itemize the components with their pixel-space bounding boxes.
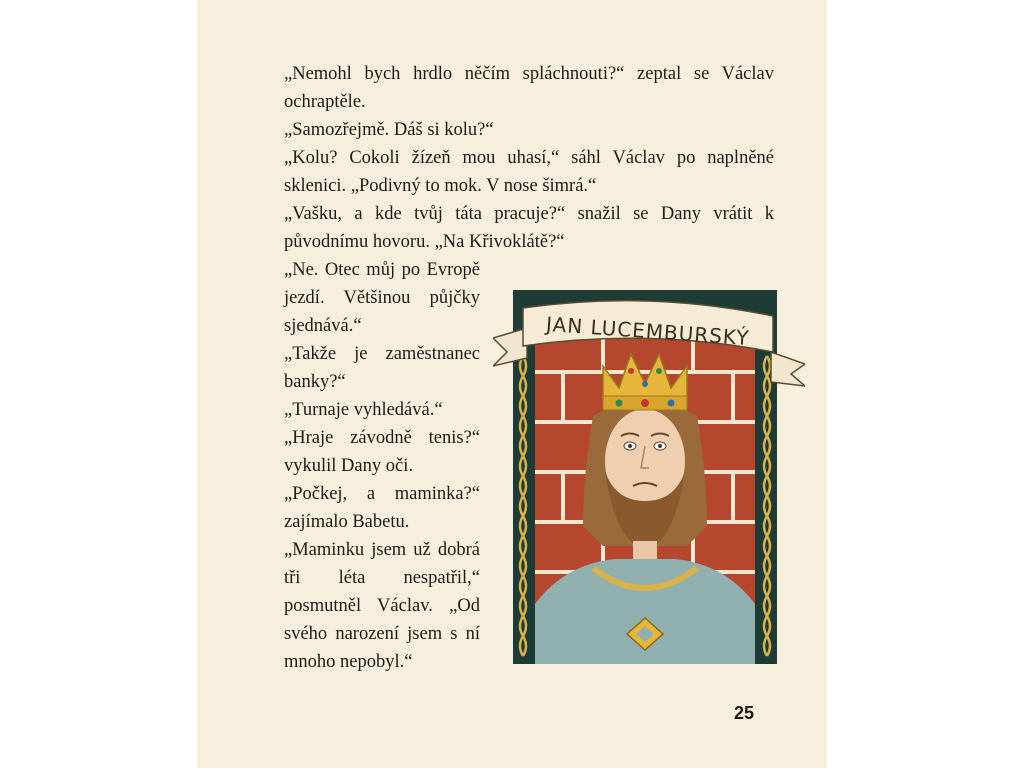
paragraph: „Vašku, a kde tvůj táta pracuje?“ snažil se Dany vrátit k původnímu hovoru. „Na Křivoklátě?“ <box>284 204 774 252</box>
paragraph: „Počkej, a maminka?“ zajímalo Babetu. <box>284 484 480 532</box>
paragraph: „Nemohl bych hrdlo něčím spláchnouti?“ zeptal se Václav ochraptěle. <box>284 64 774 112</box>
banner-title: JAN LUCEMBURSKÝ <box>545 311 751 351</box>
paragraph: „Hraje závodně tenis?“ vykulil Dany oči. <box>284 428 480 476</box>
text-block-full-width <box>284 60 774 256</box>
king-portrait-illustration <box>493 286 805 668</box>
text-block-narrow <box>284 256 480 676</box>
book-page <box>197 0 827 768</box>
paragraph: „Samozřejmě. Dáš si kolu?“ <box>284 120 494 140</box>
paragraph: „Takže je zaměstnanec banky?“ <box>284 344 480 392</box>
page-number: 25 <box>734 703 755 723</box>
paragraph: „Maminku jsem už dobrá tři léta nespatřil,“ posmutněl Václav. „Od svého narození jsem s ní mnoho nepobyl.“ <box>284 540 480 672</box>
paragraph: „Turnaje vyhledává.“ <box>284 400 443 420</box>
paragraph: „Kolu? Cokoli žízeň mou uhasí,“ sáhl Václav po naplněné sklenici. „Podivný to mok. V nose šimrá.“ <box>284 148 774 196</box>
paragraph: „Ne. Otec můj po Evropě jezdí. Většinou půjčky sjednává.“ <box>284 260 480 336</box>
